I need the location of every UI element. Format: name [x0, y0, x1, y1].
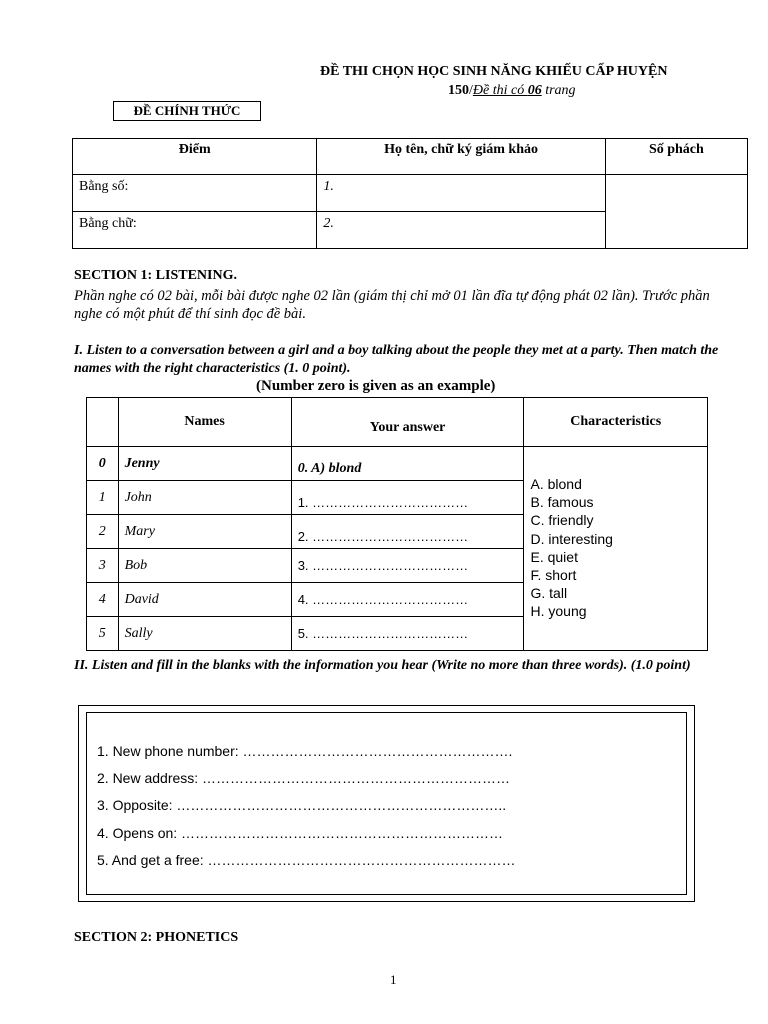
blank-item: 5. And get a free: …………………………………………………………: [97, 851, 516, 868]
row-name: Sally: [118, 617, 291, 651]
examiner-1: 1.: [317, 175, 605, 212]
blank-item: 4. Opens on: ……………………………………………………………: [97, 824, 504, 841]
row-name: John: [118, 481, 291, 515]
characteristic-item: A. blond: [530, 476, 582, 492]
page-number: 1: [390, 972, 397, 987]
row-num: 2: [87, 515, 119, 549]
characteristic-item: C. friendly: [530, 512, 594, 529]
blank-item: 1. New phone number: ………………………………………………….: [97, 743, 513, 759]
section1-title: SECTION 1: LISTENING.: [74, 268, 237, 283]
characteristic-item: B. famous: [530, 494, 594, 511]
section1-note: Phần nghe có 02 bài, mỗi bài được nghe 02 lần (giám thị chỉ mở 01 lần đĩa tự động phát 02 lần). Trước phần nghe có một phút để thí sinh đọc đề bài.: [74, 288, 710, 322]
examiner-2: 2.: [317, 212, 605, 249]
part1-instruction: I. Listen to a conversation between a girl and a boy talking about the people they met at a party. Then match the names with the right characteristics (1. 0 point).: [74, 343, 719, 376]
official-label: ĐỀ CHÍNH THỨC: [113, 101, 261, 121]
num-header: [87, 398, 119, 447]
pages-prefix: Đề thi có: [472, 83, 528, 98]
row-num: 1: [87, 481, 119, 515]
blank-item: 2. New address: …………………………………………………………: [97, 770, 511, 787]
row-name: Mary: [118, 515, 291, 549]
row-num: 3: [87, 549, 119, 583]
score-table: [72, 138, 748, 249]
names-table: [86, 397, 708, 651]
characteristic-item: H. young: [530, 603, 587, 620]
part1-example-note: (Number zero is given as an example): [256, 378, 496, 394]
row-num: 0: [87, 447, 119, 481]
exam-code: 150: [448, 83, 469, 98]
row-name: Jenny: [118, 447, 291, 481]
examiner-header: Họ tên, chữ ký giám khảo: [317, 139, 605, 175]
row-num: 5: [87, 617, 119, 651]
score-number-label: Bằng số:: [73, 175, 317, 212]
section2-title: SECTION 2: PHONETICS: [74, 930, 239, 945]
row-answer: 2. ………………………………: [291, 515, 524, 549]
characteristic-item: D. interesting: [530, 530, 613, 547]
exam-title: ĐỀ THI CHỌN HỌC SINH NĂNG KHIẾU CẤP HUYỆN: [320, 64, 668, 79]
row-name: David: [118, 583, 291, 617]
pages-count: 06: [527, 83, 542, 98]
score-header: Điểm: [73, 139, 317, 175]
characteristics-list: [524, 447, 708, 651]
part2-instruction: II. Listen and fill in the blanks with the information you hear (Write no more than three words). (1.0 point): [74, 658, 691, 673]
row-answer: 3. ………………………………: [291, 549, 524, 583]
blanks-list: [97, 743, 516, 879]
serial-header: Số phách: [605, 139, 747, 175]
characteristic-item: F. short: [530, 567, 577, 584]
blank-item: 3. Opposite: ……………………………………………………………..: [97, 797, 507, 814]
exam-subtitle: [448, 83, 576, 99]
row-answer-example: 0. A) blond: [291, 447, 524, 481]
serial-cell: [605, 175, 747, 249]
slash: /: [469, 83, 473, 98]
characteristic-item: G. tall: [530, 585, 568, 602]
names-header: Names: [118, 398, 291, 447]
row-num: 4: [87, 583, 119, 617]
score-words-label: Bằng chữ:: [73, 212, 317, 249]
row-answer: 1. ………………………………: [291, 481, 524, 515]
answer-header: Your answer: [291, 398, 524, 447]
characteristics-header: Characteristics: [524, 398, 708, 447]
row-answer: 4. ………………………………: [291, 583, 524, 617]
pages-suffix: trang: [541, 83, 576, 98]
characteristic-item: E. quiet: [530, 548, 578, 565]
row-answer: 5. ………………………………: [291, 617, 524, 651]
row-name: Bob: [118, 549, 291, 583]
